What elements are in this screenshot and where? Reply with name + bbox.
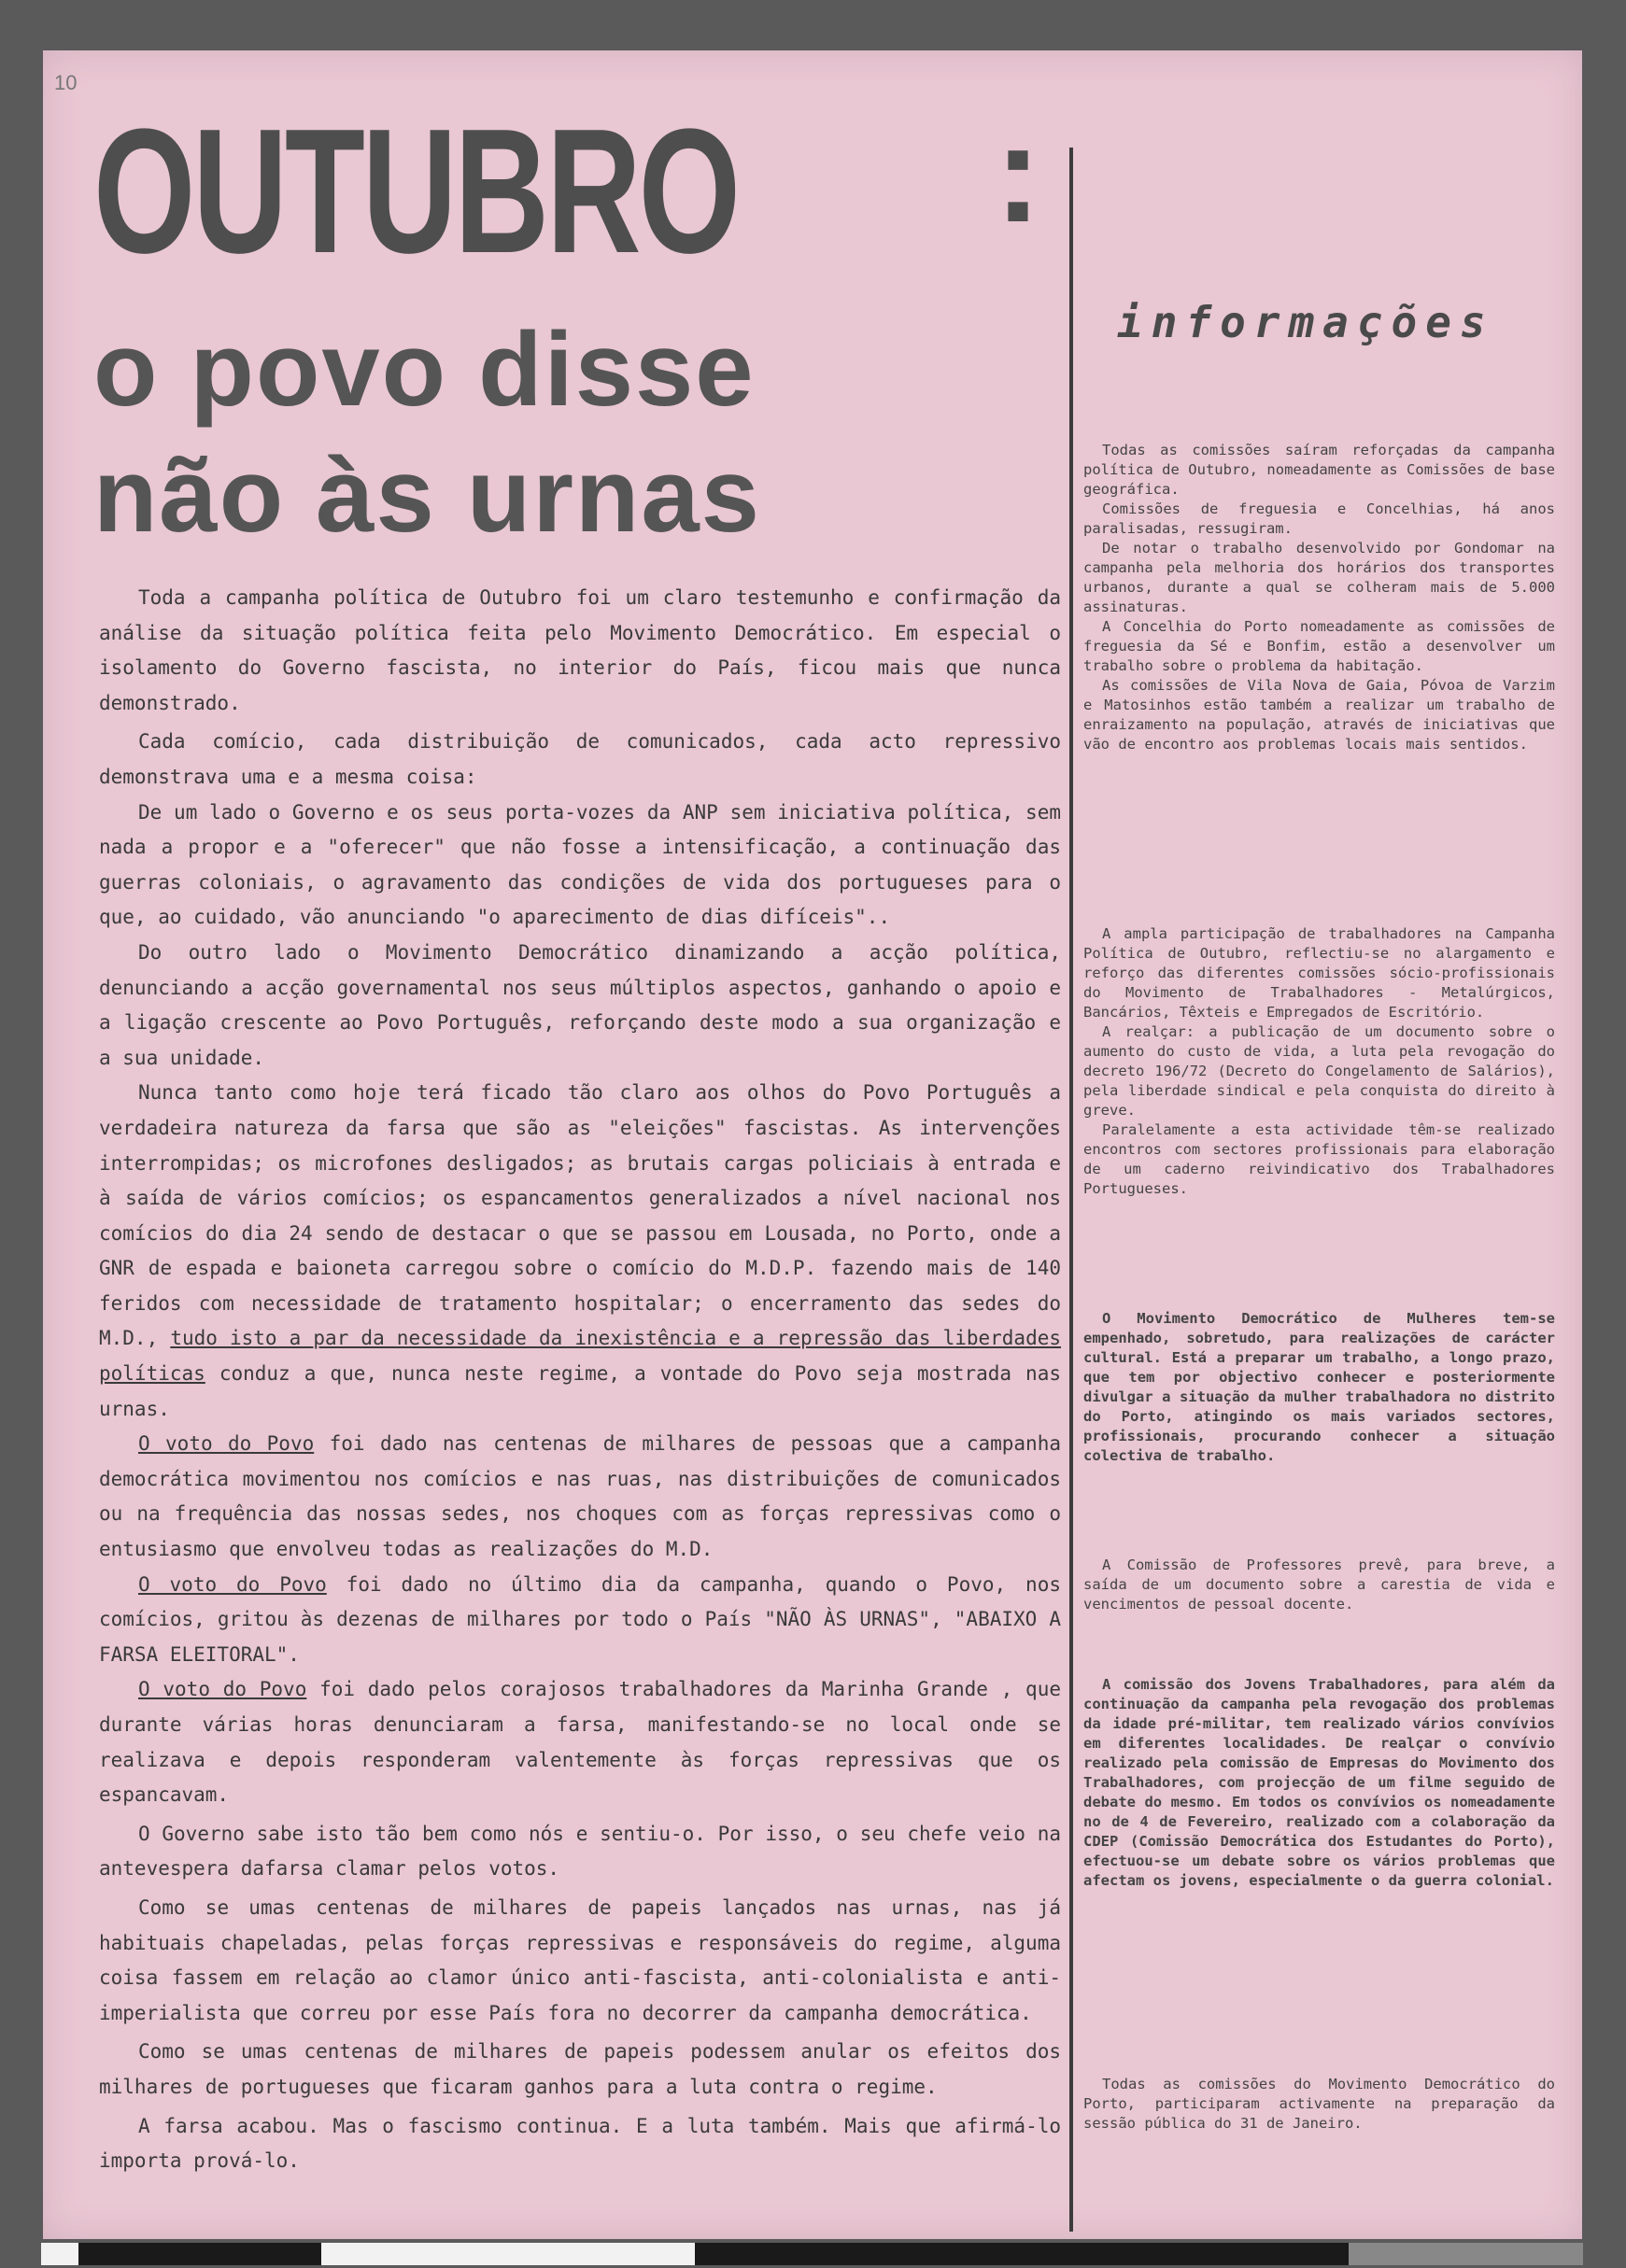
article-paragraph [99, 1672, 1061, 1812]
sidebar-block-women [1083, 1309, 1555, 1466]
page-number: 10 [54, 71, 78, 94]
article-paragraph: Como se umas centenas de milhares de papeis podessem anular os efeitos dos milhares de portugueses que ficaram ganhos para a luta contra o regime. [99, 2040, 1061, 2098]
sidebar-paragraph: Todas as comissões saíram reforçadas da campanha política de Outubro, nomeadamente as Comissões de base geográfica. [1083, 442, 1555, 498]
sidebar-paragraph: Paralelamente a esta actividade têm-se realizado encontros com sectores profissionais para elaboração de um caderno reivindicativo dos Trabalhadores Portugueses. [1083, 1121, 1555, 1197]
headline-subtitle-line1: o povo disse [93, 311, 756, 428]
sidebar-paragraph: A Comissão de Professores prevê, para breve, a saída de um documento sobre a carestia de vida e vencimentos de pessoal docente. [1083, 1557, 1555, 1613]
sidebar-paragraph: O Movimento Democrático de Mulheres tem-se empenhado, sobretudo, para realizações de carácter cultural. Está a preparar um trabalho, a longo prazo, que tem por objectivo conhecer e posteriormente divulgar a situação da mulher trabalhadora no distrito do Porto, atingindo os mais variados sectores, profissionais, procurando conhecer a situação colectiva de trabalho. [1083, 1310, 1555, 1464]
voto-do-povo-label: O voto do Povo [138, 1572, 327, 1596]
article-paragraph: De um lado o Governo e os seus porta-vozes da ANP sem iniciativa política, sem nada a propor e a "oferecer" que não fosse a intensificação, a continuação das guerras coloniais, o agravamento das condições de vida dos portugueses para o que, ao cuidado, vão anunciando "o aparecimento de dias difíceis".. [99, 800, 1061, 929]
article-paragraph: Toda a campanha política de Outubro foi um claro testemunho e confirmação da análise da situação política feita pelo Movimento Democrático. Em especial o isolamento do Governo fascista, no interior do País, ficou mais que nunca demonstrado. [99, 586, 1061, 714]
sidebar-block-commissions [1083, 441, 1555, 754]
sidebar-paragraph: A Concelhia do Porto nomeadamente as comissões de freguesia da Sé e Bonfim, estão a desenvolver um trabalho sobre o problema da habitação. [1083, 618, 1555, 674]
article-paragraph [99, 1427, 1061, 1567]
headline-subtitle-line2: não às urnas [93, 437, 761, 554]
sidebar-paragraph: Todas as comissões do Movimento Democrático do Porto, participaram activamente na preparação da sessão pública do 31 de Janeiro. [1083, 2076, 1555, 2132]
sidebar-paragraph: De notar o trabalho desenvolvido por Gondomar na campanha pela melhoria dos horários dos transportes urbanos, durante a qual se colheram mais de 5.000 assinaturas. [1083, 540, 1555, 615]
article-paragraph [99, 1076, 1061, 1427]
article-paragraph: O Governo sabe isto tão bem como nós e sentiu-o. Por isso, o seu chefe veio na antevespera dafarsa clamar pelos votos. [99, 1822, 1061, 1881]
article-paragraph: Do outro lado o Movimento Democrático dinamizando a acção política, denunciando a acção governamental nos seus múltiplos aspectos, ganhando o apoio e a ligação crescente ao Povo Português, reforçando deste modo a sua organização e a sua unidade. [99, 940, 1061, 1069]
article-paragraph: Cada comício, cada distribuição de comunicados, cada acto repressivo demonstrava uma e a mesma coisa: [99, 730, 1061, 788]
sidebar-paragraph: As comissões de Vila Nova de Gaia, Póvoa de Varzim e Matosinhos estão também a realizar um trabalho de enraizamento na população, através de iniciativas que vão de encontro aos problemas locais mais sentidos. [1083, 677, 1555, 753]
sidebar-block-youth [1083, 1675, 1555, 1891]
sidebar-paragraph: A ampla participação de trabalhadores na Campanha Política de Outubro, reflectiu-se no alargamento e reforço das diferentes comissões sócio-profissionais do Movimento de Trabalhadores - Metalúrgicos, Bancários, Têxteis e Empregados de Escritório. [1083, 925, 1555, 1021]
article-text: foi dado nas centenas de milhares de pessoas que a campanha democrática movimentou nos comícios e nas ruas, nas distribuições de comunicados ou na frequência das nossas sedes, nos choques com as forças repressivas como o entusiasmo que envolveu todas as realizações do M.D. [99, 1432, 1061, 1561]
article-paragraph [99, 1568, 1061, 1673]
article-text: Nunca tanto como hoje terá ficado tão claro aos olhos do Povo Português a verdadeira natureza da farsa que são as "eleições" fascistas. As intervenções interrompidas; os microfones desligados; as brutais cargas policiais à entrada e à saída de vários comícios; os espancamentos generalizados a nível nacional nos comícios do dia 24 sendo de destacar o que se passou em Lousada, no Porto, onde a GNR de espada e baioneta carregou sobre o comício do M.D.P. fazendo mais de 140 feridos com necessidade de tratamento hospitalar; o encerramento das sedes do M.D., [99, 1081, 1061, 1350]
headline-title: OUTUBRO [93, 92, 739, 290]
article-text: conduz a que, nunca neste regime, a vontade do Povo seja mostrada nas urnas. [99, 1362, 1061, 1420]
voto-do-povo-label: O voto do Povo [138, 1678, 307, 1701]
color-scale-bar [41, 2243, 1583, 2265]
sidebar-title: informações [1117, 297, 1494, 347]
voto-do-povo-label: O voto do Povo [138, 1432, 315, 1456]
article-text: foi dado pelos corajosos trabalhadores da Marinha Grande , que durante várias horas denunciaram a farsa, manifestando-se no local onde se realizava e depois responderam valentemente às forças repressivas que os espancavam. [99, 1678, 1061, 1807]
article-paragraph: Como se umas centenas de milhares de papeis lançados nas urnas, nas já habituais chapeladas, pelas forças repressivas e responsáveis do regime, alguma coisa fassem em relação ao clamor único anti-fascista, anti-colonialista e anti-imperialista que correu por esse País fora no decorrer da campanha democrática. [99, 1895, 1061, 2024]
sidebar-block-teachers [1083, 1556, 1555, 1614]
underlined-phrase: tudo isto a par da necessidade da inexistência e a repressão das liberdades políticas [99, 1327, 1061, 1386]
column-divider [1069, 148, 1073, 2232]
sidebar-paragraph: A realçar: a publicação de um documento sobre o aumento do custo de vida, a luta pela revogação do decreto 196/72 (Decreto do Congelamento de Salários), pela liberdade sindical e pela conquista do direito à greve. [1083, 1023, 1555, 1119]
sidebar-paragraph: Comissões de freguesia e Concelhias, há anos paralisadas, ressugiram. [1083, 500, 1555, 537]
headline-colon: : [995, 94, 1041, 251]
article-paragraph: A farsa acabou. Mas o fascismo continua. E a luta também. Mais que afirmá-lo importa prová-lo. [99, 2114, 1061, 2173]
sidebar-block-porto [1083, 2075, 1555, 2134]
article-text: foi dado no último dia da campanha, quando o Povo, nos comícios, gritou às dezenas de milhares por todo o País "NÃO ÀS URNAS", "ABAIXO A FARSA ELEITORAL". [99, 1572, 1061, 1666]
sidebar-block-workers [1083, 924, 1555, 1199]
sidebar-paragraph: A comissão dos Jovens Trabalhadores, para além da continuação da campanha pela revogação dos problemas da idade pré-militar, tem realizado vários convívios em diferentes localidades. De realçar o convívio realizado pela comissão de Empresas do Movimento dos Trabalhadores, com projecção de um filme seguido de debate do mesmo. Em todos os convívios os nomeadamente no de 4 de Fevereiro, realizado com a colaboração da CDEP (Comissão Democrática dos Estudantes do Porto), efectuou-se um debate sobre os vários problemas que afectam os jovens, especialmente o da guerra colonial. [1083, 1676, 1555, 1889]
article-body [99, 581, 1061, 2179]
